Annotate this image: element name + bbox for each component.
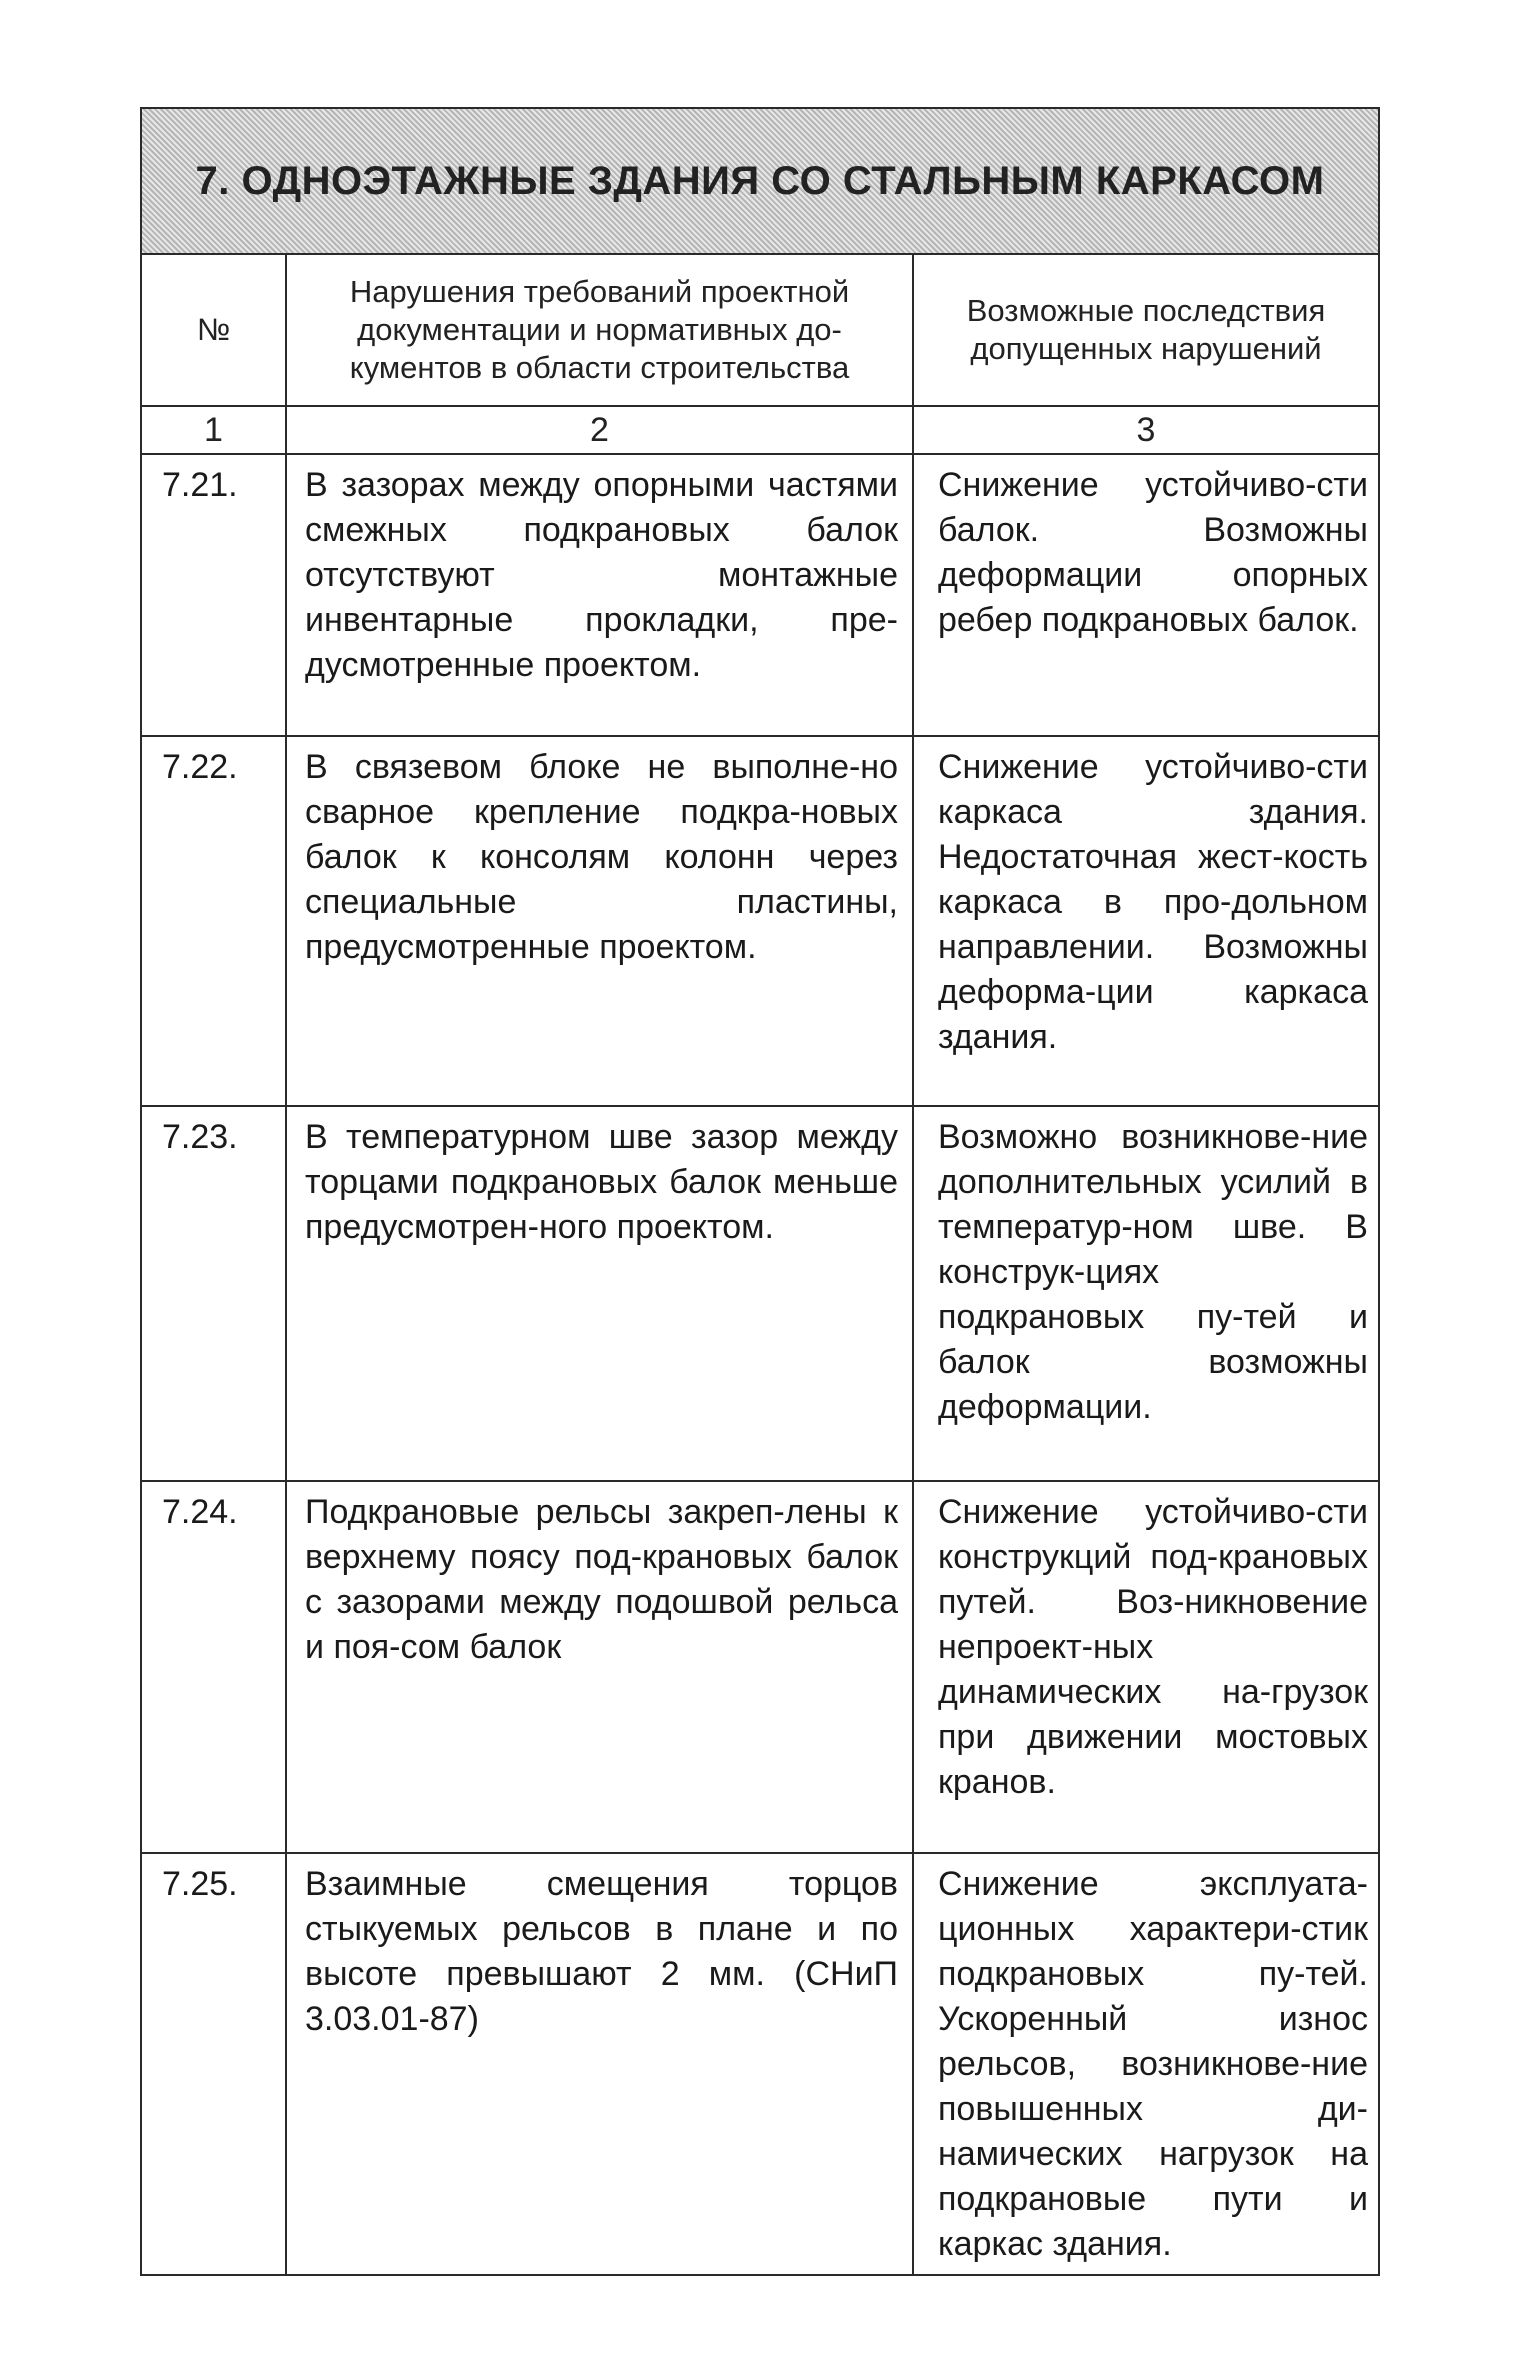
column-numbers-row	[141, 406, 1379, 454]
header-row	[141, 254, 1379, 406]
consequence-text: Снижение устойчиво-сти балок. Возможны деформации опорных ребер подкрановых балок.	[913, 454, 1379, 736]
header-violations	[286, 254, 913, 406]
violations-table	[140, 107, 1380, 2276]
consequence-text: Возможно возникнове-ние дополнительных усилий в температур-ном шве. В конструк-циях подкрановых пу-тей и балок возможны деформации.	[913, 1106, 1379, 1481]
consequence-text: Снижение устойчиво-сти каркаса здания. Недостаточная жест-кость каркаса в про-дольном направлении. Возможны деформа-ции каркаса здания.	[913, 736, 1379, 1106]
column-number-3: 3	[913, 406, 1379, 454]
violation-text: В температурном шве зазор между торцами подкрановых балок меньше предусмотрен-ного проектом.	[286, 1106, 913, 1481]
violation-text: В связевом блоке не выполне-но сварное крепление подкра-новых балок к консолям колонн через специальные пластины, предусмотренные проектом.	[286, 736, 913, 1106]
row-number: 7.22.	[141, 736, 286, 1106]
column-number-2: 2	[286, 406, 913, 454]
row-number: 7.25.	[141, 1853, 286, 2275]
header-number	[141, 254, 286, 406]
section-title-cell	[141, 108, 1379, 254]
table-row	[141, 454, 1379, 736]
violation-text: В зазорах между опорными частями смежных подкрановых балок отсутствуют монтажные инвентарные прокладки, пре-дусмотренные проектом.	[286, 454, 913, 736]
violation-text: Взаимные смещения торцов стыкуемых рельсов в плане и по высоте превышают 2 мм. (СНиП 3.03.01-87)	[286, 1853, 913, 2275]
title-row	[141, 108, 1379, 254]
header-violations-label: Нарушения требований проектной документации и нормативных до-кументов в области строительства	[349, 274, 850, 385]
violation-text: Подкрановые рельсы закреп-лены к верхнему поясу под-крановых балок с зазорами между подошвой рельса и поя-сом балок	[286, 1481, 913, 1853]
header-number-label: №	[196, 312, 231, 347]
column-number-1: 1	[141, 406, 286, 454]
consequence-text: Снижение устойчиво-сти конструкций под-крановых путей. Воз-никновение непроект-ных динамических на-грузок при движении мостовых кранов.	[913, 1481, 1379, 1853]
table-row	[141, 736, 1379, 1106]
table-row	[141, 1853, 1379, 2275]
header-consequences-label: Возможные последствия допущенных нарушений	[966, 293, 1326, 366]
section-title: 7. ОДНОЭТАЖНЫЕ ЗДАНИЯ СО СТАЛЬНЫМ КАРКАСОМ	[195, 158, 1325, 203]
row-number: 7.21.	[141, 454, 286, 736]
table-row	[141, 1106, 1379, 1481]
row-number: 7.23.	[141, 1106, 286, 1481]
row-number: 7.24.	[141, 1481, 286, 1853]
header-consequences	[913, 254, 1379, 406]
table-row	[141, 1481, 1379, 1853]
consequence-text: Снижение эксплуата-ционных характери-стик подкрановых пу-тей. Ускоренный износ рельсов, возникнове-ние повышенных ди-намических нагрузок на подкрановые пути и каркас здания.	[913, 1853, 1379, 2275]
